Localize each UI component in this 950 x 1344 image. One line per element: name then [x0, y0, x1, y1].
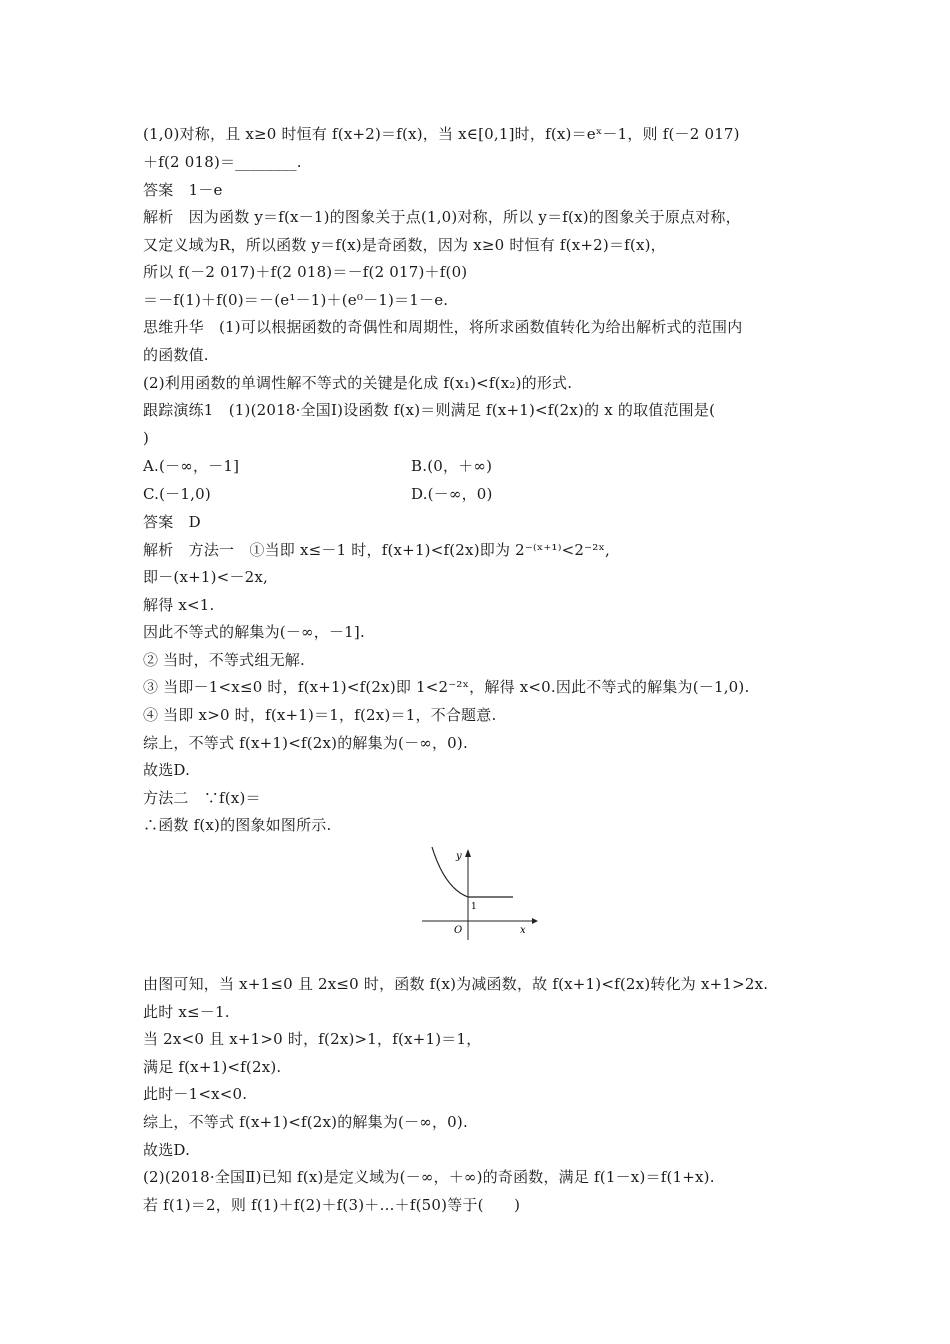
text-line: ) — [143, 429, 150, 447]
option-a: A.(－∞，－1] — [143, 457, 240, 475]
text-line: 综上，不等式 f(x+1)<f(2x)的解集为(－∞，0). — [143, 734, 468, 752]
text-line: 故选D. — [143, 1141, 191, 1159]
options-row — [143, 456, 815, 476]
text-line: 思维升华 (1)可以根据函数的奇偶性和周期性，将所求函数值转化为给出解析式的范围内 — [143, 318, 743, 336]
y-label: y — [456, 851, 462, 862]
option-d: D.(－∞，0) — [411, 485, 493, 503]
text-line: 又定义域为R，所以函数 y＝f(x)是奇函数，因为 x≥0 时恒有 f(x+2)＝f(x)， — [143, 236, 666, 254]
text-line: 此时－1<x<0. — [143, 1085, 248, 1103]
options-row — [143, 484, 815, 504]
text-line: (1,0)对称，且 x≥0 时恒有 f(x+2)＝f(x)，当 x∈[0,1]时，f(x)＝eˣ－1，则 f(－2 017) — [143, 125, 740, 143]
text-line: 方法二 ∵f(x)＝ — [143, 789, 261, 807]
text-line: 即－(x+1)<－2x, — [143, 568, 269, 586]
text-line: ＋f(2 018)＝________. — [143, 153, 302, 171]
text-line: 故选D. — [143, 761, 191, 779]
text-line: 若 f(1)＝2，则 f(1)＋f(2)＋f(3)＋…＋f(50)等于( ) — [143, 1196, 521, 1214]
text-line: ∴函数 f(x)的图象如图所示. — [143, 816, 332, 834]
text-line: 解得 x<1. — [143, 596, 215, 614]
x-axis-arrow — [532, 918, 538, 924]
text-line: 满足 f(x+1)<f(2x). — [143, 1058, 282, 1076]
text-line: ④ 当即 x>0 时，f(x+1)＝1，f(2x)＝1，不合题意. — [143, 706, 497, 724]
curve-branch — [432, 847, 468, 897]
text-line: ＝－f(1)＋f(0)＝－(e¹－1)＋(e⁰－1)＝1－e. — [143, 291, 449, 309]
text-line: ② 当时，不等式组无解. — [143, 651, 305, 669]
text-line: 所以 f(－2 017)＋f(2 018)＝－f(2 017)＋f(0) — [143, 263, 468, 281]
text-line: ③ 当即－1<x≤0 时，f(x+1)<f(2x)即 1<2⁻²ˣ，解得 x<0.因此不等式的解集为(－1,0). — [143, 678, 750, 696]
text-line: 由图可知，当 x+1≤0 且 2x≤0 时，函数 f(x)为减函数，故 f(x+1)<f(2x)转化为 x+1>2x. — [143, 975, 769, 993]
one-label: 1 — [471, 902, 477, 912]
function-graph — [418, 843, 538, 943]
y-axis-arrow — [465, 849, 471, 857]
text-line: 解析 方法一 ①当即 x≤－1 时，f(x+1)<f(2x)即为 2⁻⁽ˣ⁺¹⁾<2⁻²ˣ, — [143, 541, 611, 559]
option-c: C.(－1,0) — [143, 485, 211, 503]
text-line: 解析 因为函数 y＝f(x－1)的图象关于点(1,0)对称，所以 y＝f(x)的图象关于原点对称， — [143, 208, 741, 226]
text-line: (2)(2018·全国Ⅱ)已知 f(x)是定义域为(－∞，＋∞)的奇函数，满足 f(1－x)＝f(1+x). — [143, 1168, 715, 1186]
answer-line: 答案 D — [143, 513, 201, 531]
text-line: 综上，不等式 f(x+1)<f(2x)的解集为(－∞，0). — [143, 1113, 468, 1131]
option-b: B.(0，＋∞) — [411, 457, 493, 475]
text-line: 跟踪演练1 (1)(2018·全国Ⅰ)设函数 f(x)＝则满足 f(x+1)<f(2x)的 x 的取值范围是( — [143, 401, 716, 419]
origin-label: O — [454, 925, 463, 936]
text-line: 此时 x≤－1. — [143, 1003, 230, 1021]
text-line: 因此不等式的解集为(－∞，－1]. — [143, 623, 365, 641]
x-label: x — [520, 925, 526, 936]
answer-line: 答案 1－e — [143, 181, 223, 199]
text-line: (2)利用函数的单调性解不等式的关键是化成 f(x₁)<f(x₂)的形式. — [143, 374, 573, 392]
text-line: 的函数值. — [143, 346, 209, 364]
text-line: 当 2x<0 且 x+1>0 时，f(2x)>1，f(x+1)＝1， — [143, 1030, 482, 1048]
